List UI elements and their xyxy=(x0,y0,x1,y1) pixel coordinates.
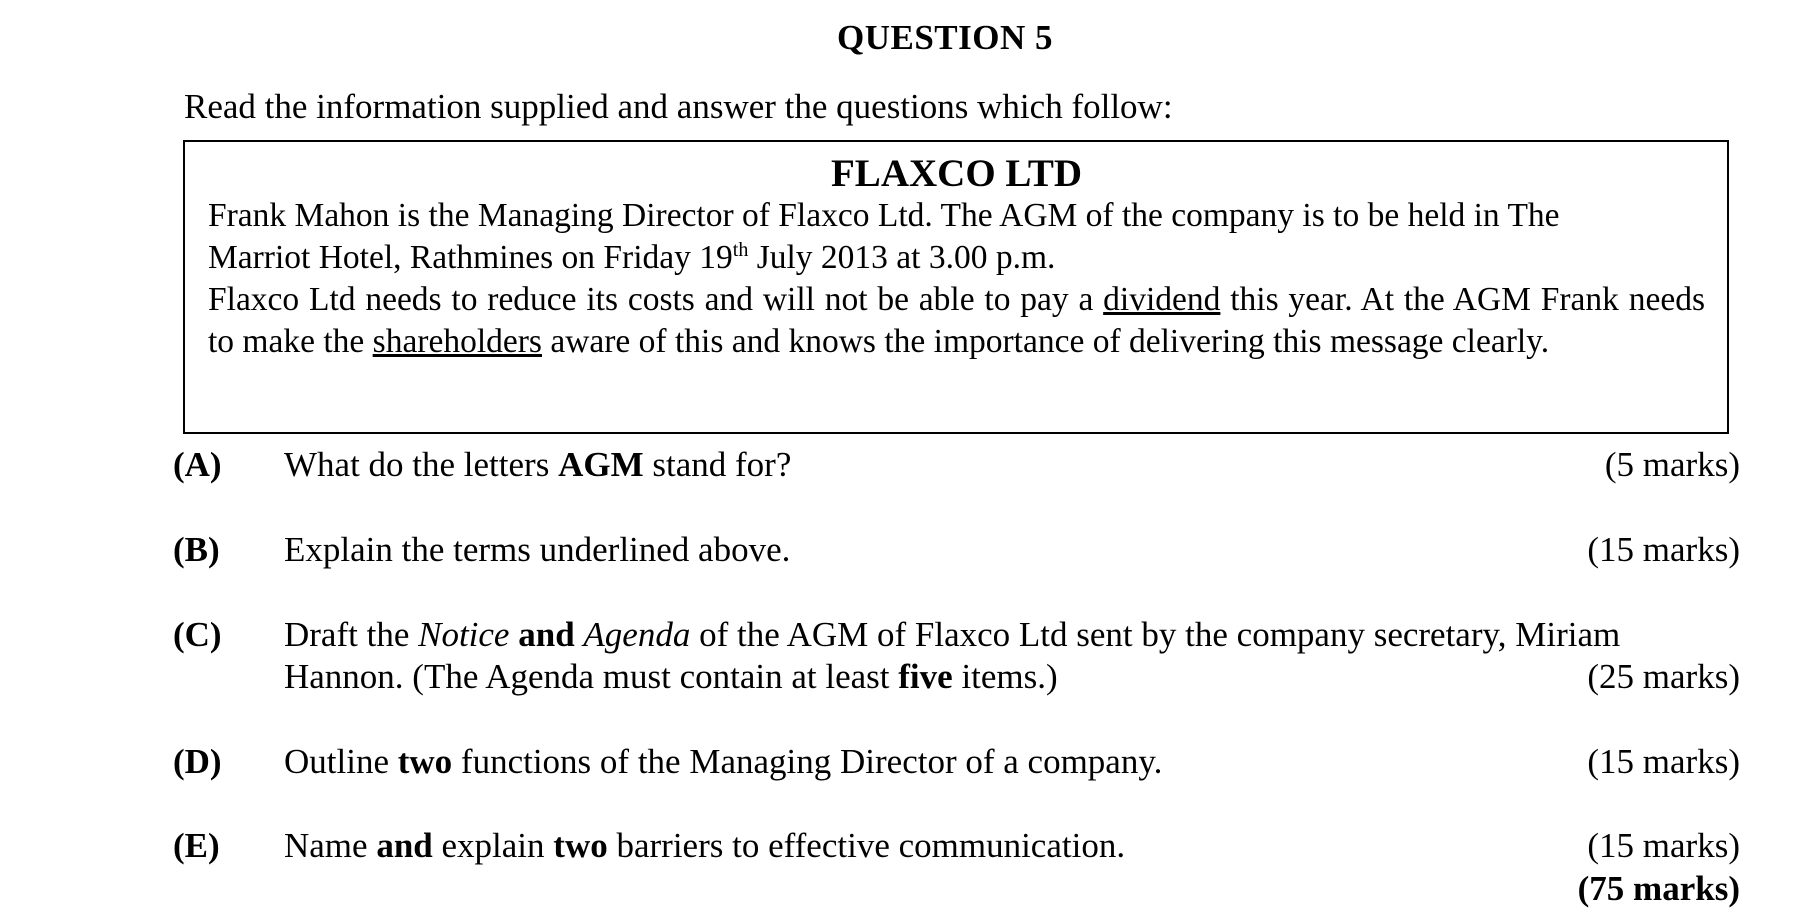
question-title: QUESTION 5 xyxy=(836,18,1054,57)
part-label: (C) xyxy=(173,615,222,654)
part-label: (B) xyxy=(173,530,220,569)
part-marks: (5 marks) xyxy=(1604,445,1740,484)
case-study-box xyxy=(183,140,1729,434)
part-label: (A) xyxy=(173,445,222,484)
total-marks: (75 marks) xyxy=(1577,869,1740,908)
part-text-line-2: Hannon. (The Agenda must contain at least five items.) xyxy=(284,657,1058,696)
case-study-title: FLAXCO LTD xyxy=(830,152,1083,195)
part-marks: (25 marks) xyxy=(1587,657,1740,696)
part-text: What do the letters AGM stand for? xyxy=(284,445,792,484)
instructions: Read the information supplied and answer the questions which follow: xyxy=(184,87,1173,126)
part-text: Outline two functions of the Managing Director of a company. xyxy=(284,742,1163,781)
part-text: Name and explain two barriers to effective communication. xyxy=(284,826,1126,865)
case-study-paragraph-1: Frank Mahon is the Managing Director of Flaxco Ltd. The AGM of the company is to be held in The Marriot Hotel, Rathmines on Friday 19th July 2013 at 3.00 p.m. xyxy=(208,197,1560,276)
term-dividend: dividend xyxy=(1103,281,1221,318)
part-marks: (15 marks) xyxy=(1587,826,1740,865)
part-text-line-1: Draft the Notice and Agenda of the AGM of Flaxco Ltd sent by the company secretary, Miriam xyxy=(284,615,1621,654)
term-shareholders: shareholders xyxy=(372,323,542,360)
part-marks: (15 marks) xyxy=(1587,742,1740,781)
ordinal-suffix: th xyxy=(732,238,749,261)
part-label: (E) xyxy=(173,826,220,865)
part-label: (D) xyxy=(173,742,222,781)
case-study-paragraph-2: Flaxco Ltd needs to reduce its costs and will not be able to pay a dividend this year. At the AGM Frank needs to make the shareholders aware of this and knows the importance of delivering this message clearly. xyxy=(208,281,1705,360)
part-marks: (15 marks) xyxy=(1587,530,1740,569)
part-text: Explain the terms underlined above. xyxy=(284,530,791,569)
